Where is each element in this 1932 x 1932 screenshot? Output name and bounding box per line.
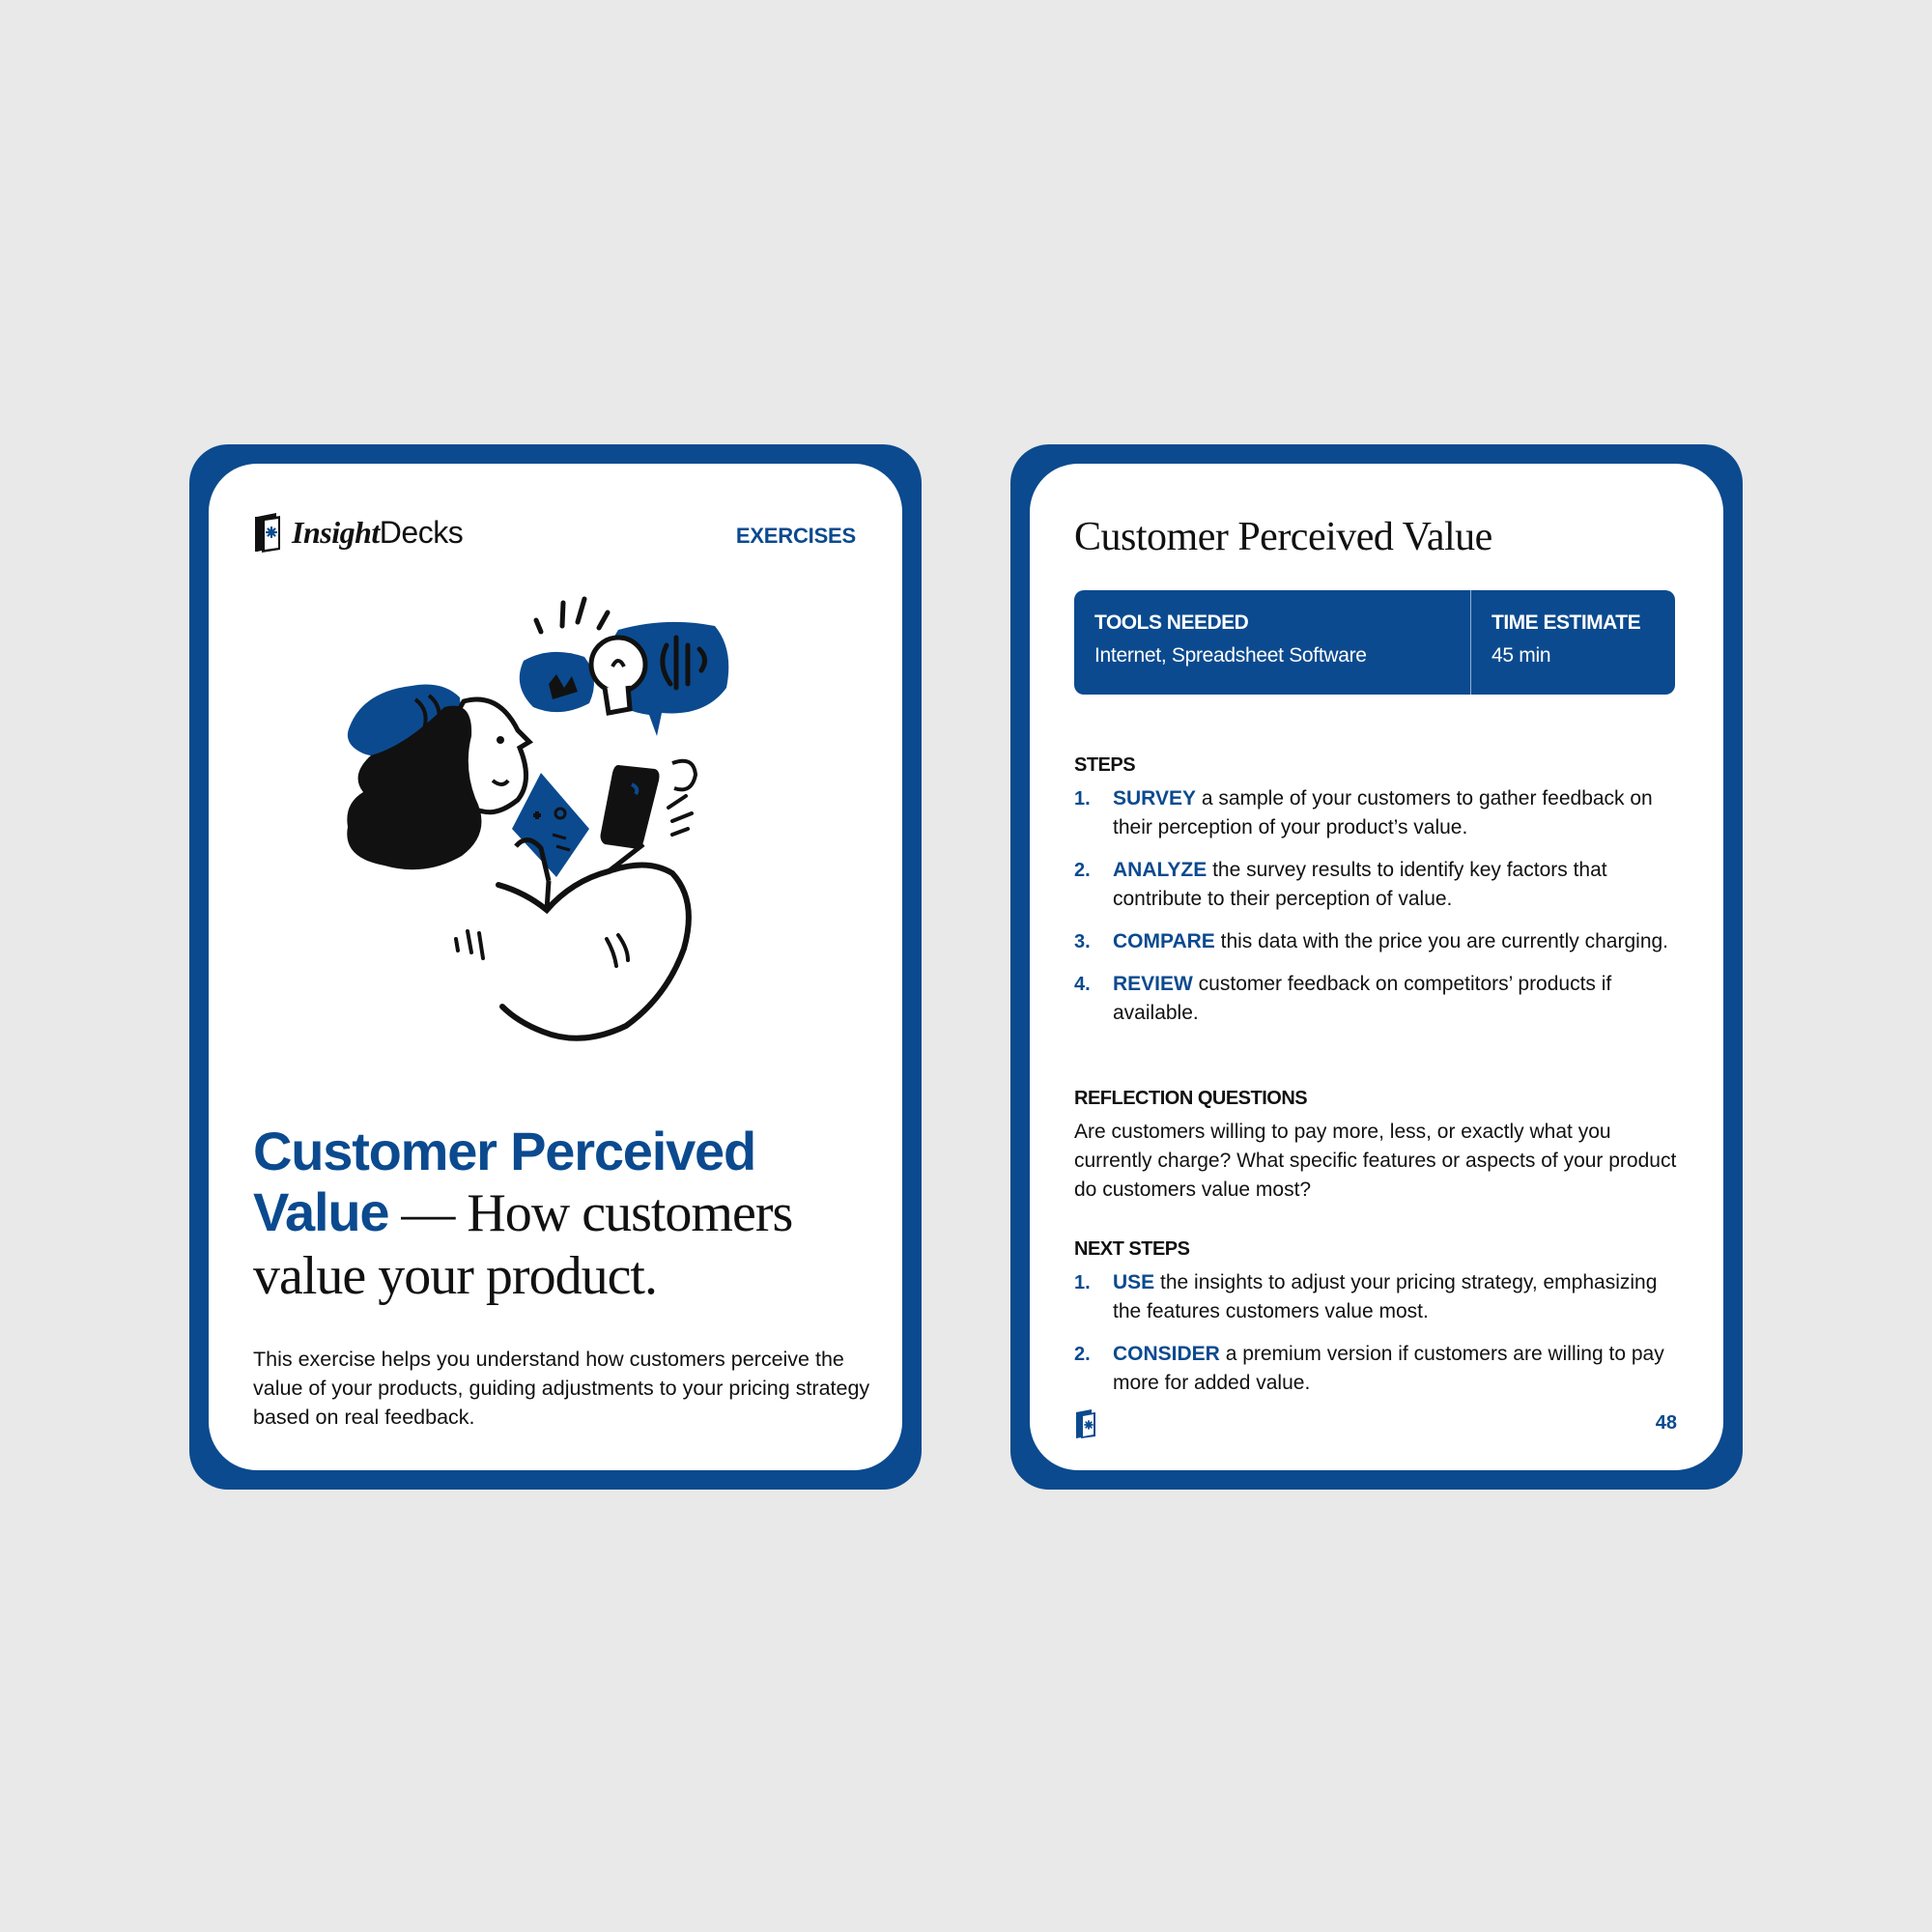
- step-keyword: ANALYZE: [1113, 859, 1208, 881]
- headline-subtitle: How customers value your product.: [253, 1183, 793, 1306]
- step-text: a premium version if customers are willing to pay more for added value.: [1113, 1343, 1664, 1394]
- step-keyword: REVIEW: [1113, 973, 1193, 995]
- steps-list: [1074, 784, 1679, 1028]
- step-text: the insights to adjust your pricing strategy, emphasizing the features customers value most.: [1113, 1271, 1658, 1322]
- step-keyword: COMPARE: [1113, 930, 1215, 952]
- steps-heading: STEPS: [1074, 754, 1136, 776]
- step-text: this data with the price you are currently charging.: [1214, 930, 1669, 952]
- brand-wordmark-decks: Decks: [379, 514, 464, 550]
- step-keyword: CONSIDER: [1113, 1343, 1220, 1365]
- exercise-info-box: [1074, 590, 1675, 695]
- brand-wordmark: [292, 515, 463, 551]
- step-text: the survey results to identify key factors that contribute to their perception of value.: [1113, 859, 1607, 910]
- card-back-inner: [1030, 464, 1723, 1470]
- reflection-text: Are customers willing to pay more, less, or exactly what you currently charge? What specific features or aspects of your product do customers value most?: [1074, 1121, 1677, 1201]
- list-item: [1074, 856, 1679, 914]
- list-number: 4.: [1074, 974, 1091, 995]
- list-item: [1074, 1340, 1679, 1398]
- card-headline: [253, 1121, 833, 1307]
- step-keyword: USE: [1113, 1271, 1155, 1293]
- time-estimate-value: 45 min: [1492, 644, 1551, 667]
- list-number: 1.: [1074, 788, 1091, 810]
- list-item: [1074, 1268, 1679, 1326]
- step-text: a sample of your customers to gather feedback on their perception of your product’s value.: [1113, 787, 1653, 838]
- list-item: [1074, 927, 1679, 956]
- list-number: 2.: [1074, 1344, 1091, 1365]
- time-estimate-label: TIME ESTIMATE: [1492, 611, 1641, 634]
- exercise-card-back: [1010, 444, 1743, 1490]
- card-description: This exercise helps you understand how customers perceive the value of your products, guiding adjustments to your pricing strategy based on real feedback.: [253, 1348, 870, 1429]
- tools-needed: [1074, 590, 1471, 695]
- time-estimate: [1471, 590, 1675, 695]
- list-number: 2.: [1074, 860, 1091, 881]
- list-number: 3.: [1074, 931, 1091, 952]
- tools-needed-label: TOOLS NEEDED: [1094, 611, 1249, 634]
- card-front-inner: [209, 464, 902, 1470]
- step-keyword: SURVEY: [1113, 787, 1196, 810]
- category-label: EXERCISES: [735, 524, 856, 548]
- step-text: customer feedback on competitors’ products if available.: [1113, 973, 1612, 1024]
- list-item: [1074, 970, 1679, 1028]
- tools-needed-value: Internet, Spreadsheet Software: [1094, 644, 1367, 667]
- next-steps-list: [1074, 1268, 1679, 1398]
- book-logo-icon: [1074, 1408, 1097, 1439]
- exercise-title: Customer Perceived Value: [1074, 515, 1492, 559]
- person-with-phone-illustration: [328, 591, 782, 1065]
- list-item: [1074, 784, 1679, 842]
- page-number: 48: [1655, 1412, 1677, 1434]
- exercise-card-front: [189, 444, 922, 1490]
- reflection-heading: REFLECTION QUESTIONS: [1074, 1088, 1308, 1109]
- book-logo-icon: [253, 511, 282, 554]
- next-steps-heading: NEXT STEPS: [1074, 1238, 1190, 1260]
- brand-wordmark-insight: Insight: [292, 514, 380, 550]
- brand-logo: [253, 510, 463, 554]
- list-number: 1.: [1074, 1272, 1091, 1293]
- headline-separator: —: [388, 1183, 468, 1243]
- headline-topic: Customer Perceived Value: [253, 1121, 755, 1242]
